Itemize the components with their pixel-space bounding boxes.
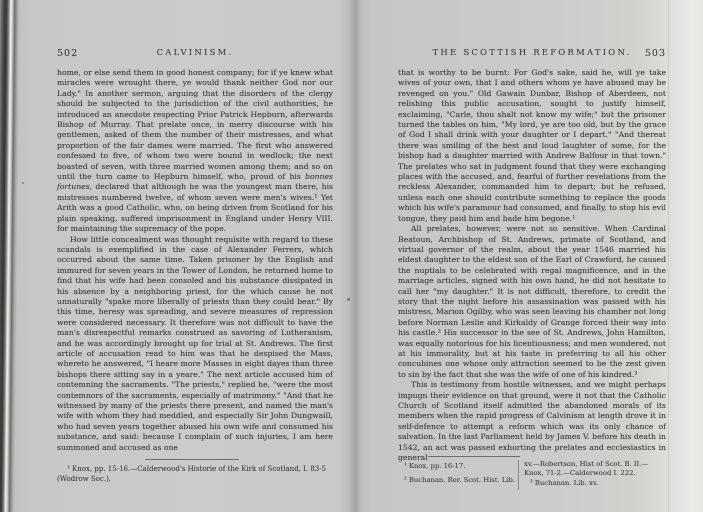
footnote-rule-right (428, 456, 520, 457)
footnotes-right-page (398, 460, 666, 490)
footnote-rule-left (145, 459, 239, 460)
running-head-left (57, 48, 333, 60)
page-number-left: 502 (57, 48, 79, 59)
footnote-entry: xv.—Robertson, Hist of Scot. B. II.—Knox, 71-2.—Calderwood I. 222. (524, 460, 649, 477)
paragraph (57, 235, 333, 454)
scan-speckle (22, 182, 24, 184)
page-body-right (398, 68, 666, 463)
page-edge-highlight (668, 0, 703, 512)
footnote-entry: ² Buchanan. Rer. Scot. Hist. Lib. (404, 476, 516, 484)
body-text-segment: How little concealment was thought requisite with regard to these scandals is exemplified in the case of Alexander Ferrers, which occurred about the same time. Taken prisoner by the English and immured for seven years in the Tower of London, he returned home to find that his wife had been consoled and his substance dissipated in his absence by a neighboring priest, for the which cause he not unnaturally "spake more liberally of priests than they could bear." By this time, heresy was spreading, and severe measures of repression were considered necessary. It therefore was not difficult to have the man's disrespectful remarks construed as savoring of Lutheranism, and he was accordingly brought up for trial at St. Andrews. The first article of accusation read to him was that he despised the Mass, whereto he answered, "I heare more Masses in eight dayes than three bishops there sitting say in a yeare." The next article accused him of contemning the sacraments. "The priests," replied he, "were the most contemnors of the sacraments, especially of matrimony." "And that he witnessed by many of the priests there present, and named the man's wife with whom they had meddled, and especially Sir John Dungwaill, who had seven years together abused his own wife and consumed his substance, and said: because I complain of such injuries, I am here summoned and accused as one (57, 234, 333, 452)
paragraph (398, 380, 666, 463)
scan-speckle (347, 298, 350, 301)
footnote-left: ¹ Knox, pp. 15-16.—Calderwood's Historie of the Kirk of Scotland, I. 83-5 (Wodrow Soc.). (57, 465, 327, 483)
footnote-entry: ³ Buchanan. Lib. xv. (530, 478, 599, 487)
running-head-right (398, 48, 666, 60)
page-body-left (57, 68, 333, 453)
italic-text: bonnes fortunes (57, 172, 333, 192)
body-text-segment: This is testimony from hostile witnesses, and we might perhaps impugn their evidence on that ground, were it not that the Catholic Church of Scotland itself admitted the abandoned morals of its members when the rapid progress of Calvinism at length drove it in self-defence to attempt a reform which was its only chance of salvation. In the last Parliament held by James V. before his death in 1542, an act was passed exhorting the prelates and ecclesiastics in general (398, 380, 666, 463)
footnote-column-left (398, 460, 518, 490)
body-text-segment: home, or else send them in good honest company; for if ye knew what miracles were wrought there, ye would thank neither God nor our Lady." In another sermon, arguing that the disorders of the clergy should be subjected to the jurisdiction of the civil authorities, he introduced an anecdote respecting Prior Patrick Hepburn, afterwards Bishop of Murray. That prelate once, in merry discourse with his gentlemen, asked of them the number of their mistresses, and what proportion of the fair dames were married. The first who answered confessed to five, of whom two were bound in wedlock; the next boasted of seven, with three married women among them; and so on until the turn came to Hepburn himself, who, proud of his (57, 68, 333, 182)
paragraph (57, 68, 333, 235)
paragraph (398, 224, 666, 380)
book-binding-edge (0, 0, 20, 512)
footnote-column-right (518, 460, 666, 490)
book-spine-shadow (338, 0, 372, 512)
page-left (57, 0, 333, 512)
page-right (398, 0, 666, 512)
page-number-right: 503 (644, 48, 666, 59)
body-text-segment: , declared that although he was the youngest man there, his mistresses numbered twelve, of whom seven were men's wives.¹ Yet Arith was a good Catholic, who, on being driven from Scotland for his plain speaking, suffered imprisonment in England under Henry VIII. for maintaining the supremacy of the pope. (57, 182, 333, 234)
body-text-segment: that is worthy to be burnt: For God's sake, said he, will ye take wives of your own, that I and others whom ye have abused may be revenged on you." Old Gawain Dunbar, Bishop of Aberdeen, not relishing this public accusation, sought to justify himself, exclaiming, "Carle, thou shalt not know my wife;" but the prisoner turned the tables on him, "My lord, ye are too old, but by the grace of God I shall drink with your daughter or I depart." "And thereat there was smiling of the best and loud laughter of some, for the bishop had a daughter married with Andrew Balfour in that town." The prelates who sat in judgment found that they were exchanging places with the accused, and, fearful of further revelations from the reckless Alexander, commanded him to depart; but he refused, unless each one should contribute something to replace the goods which his wife's paramour had consumed, and finally, to stop his evil tongue, they paid him and bade him begone.¹ (398, 68, 666, 223)
paragraph (398, 68, 666, 224)
footnote-entry: ¹ Knox, pp. 16-17. (404, 462, 466, 470)
body-text-segment: All prelates, however, were not so sensitive. When Cardinal Beatoun, Archbishop of St. Andrews, primate of Scotland, and virtual governor of the realm, about the year 1546 married his eldest daughter to the eldest son of the Earl of Crawford, he caused the nuptials to be celebrated with regal magnificence, and in the marriage articles, signed with his own hand, he did not hesitate to call her "my daughter." It is not difficult, therefore, to credit the story that the night before his assassination was passed with his mistress, Marion Ogilby, who was seen leaving his chamber not long before Norman Leslie and Kirkaldy of Grange forced their way into his castle.² His successor in the see of St. Andrews, John Hamilton, was equally notorious for his licentiousness; and men wondered, not at his immorality, but at his taste in preferring to all his other concubines one whose only attraction seemed to be the zest given to sin by the fact that she was the wife of one of his kindred.³ (398, 224, 666, 379)
running-head-title-left: CALVINISM. (156, 48, 234, 58)
running-head-title-right: THE SCOTTISH REFORMATION. (432, 48, 632, 58)
